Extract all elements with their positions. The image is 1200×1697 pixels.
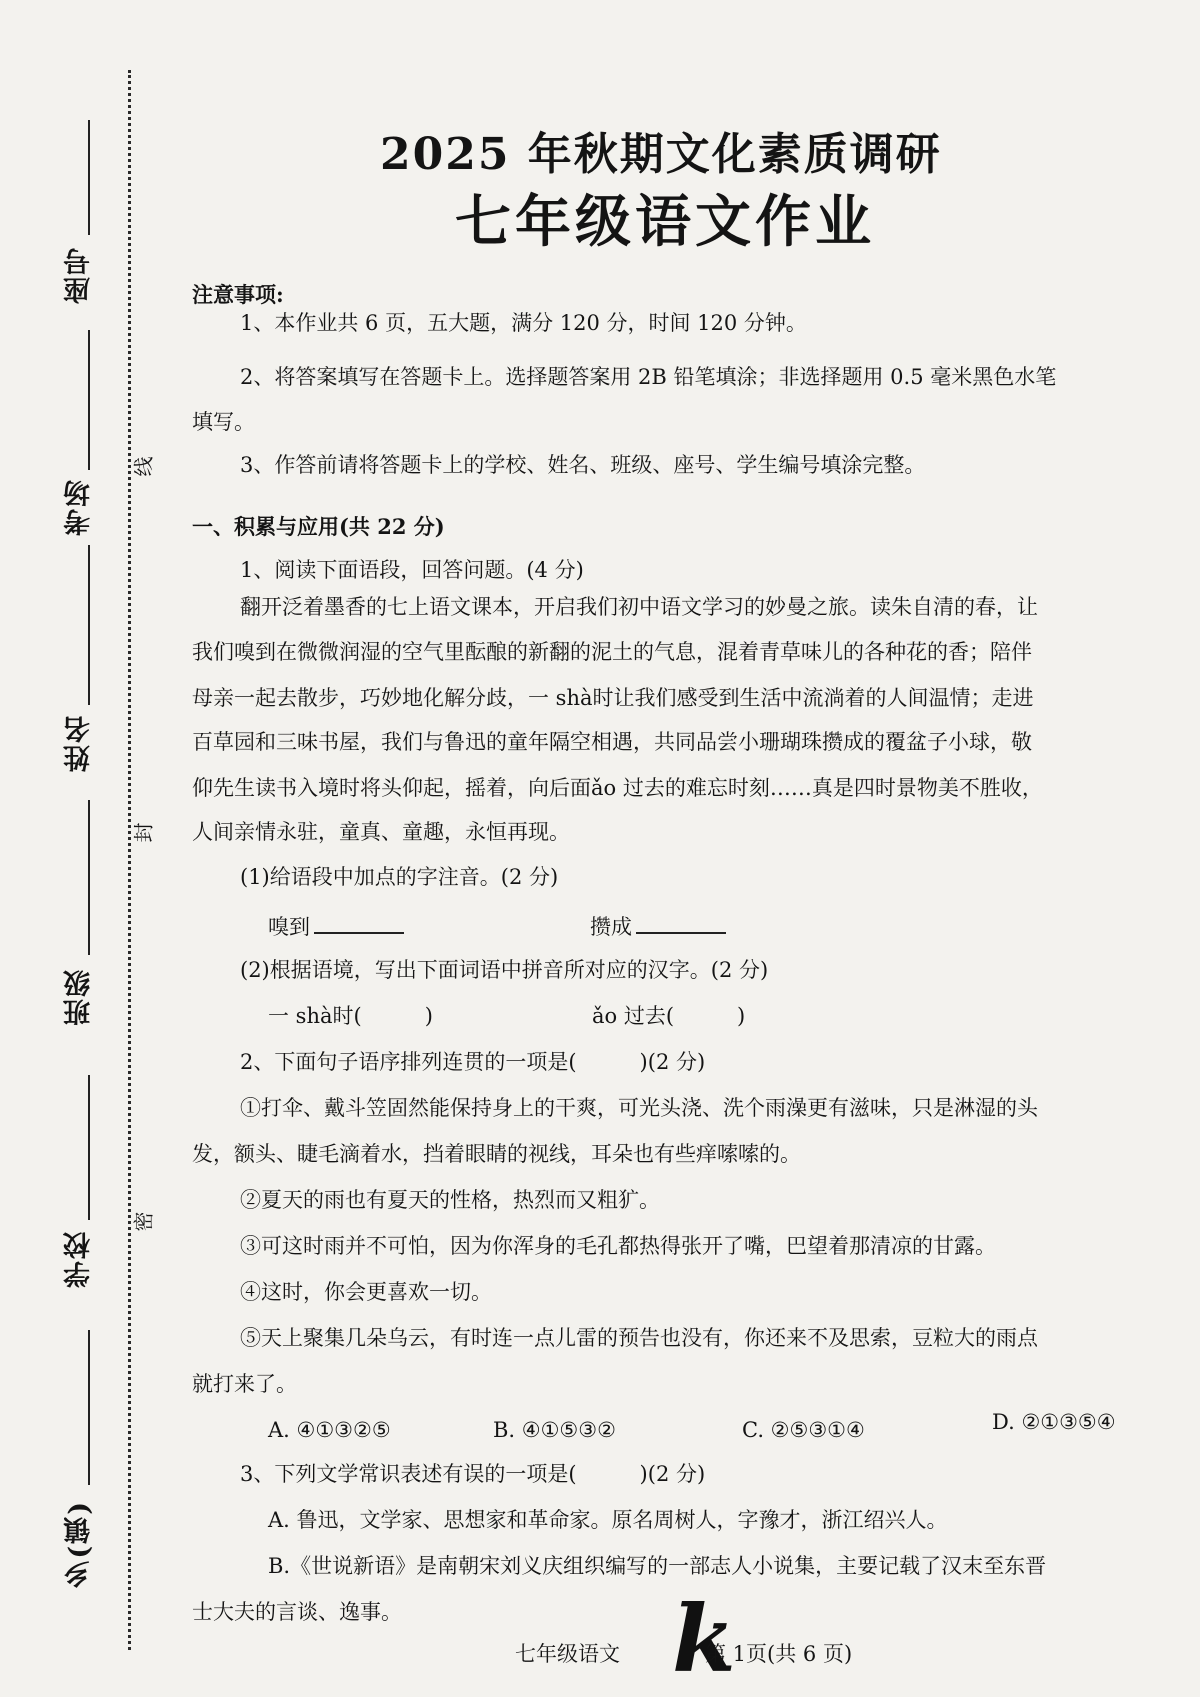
q2-sentence-5a: ⑤天上聚集几朵乌云，有时连一点儿雷的预告也没有，你还来不及思索，豆粒大的雨点 xyxy=(240,1326,1038,1350)
q2-sentence-2: ②夏天的雨也有夏天的性格，热烈而又粗犷。 xyxy=(240,1188,660,1212)
q2-option-b[interactable]: B. ④①⑤③② xyxy=(493,1418,616,1442)
seal-line-char: 线 xyxy=(131,456,156,477)
q1-sub2: (2)根据语境，写出下面词语中拼音所对应的汉字。(2 分) xyxy=(240,958,769,982)
q1-passage-line-4: 百草园和三味书屋，我们与鲁迅的童年隔空相遇，共同品尝小珊瑚珠攒成的覆盆子小球，敬 xyxy=(192,730,1032,754)
footer-page-number: 第 1页(共 6 页) xyxy=(705,1642,853,1666)
q3-option-b-line-1[interactable]: B.《世说新语》是南朝宋刘义庆组织编写的一部志人小说集，主要记载了汉末至东晋 xyxy=(268,1554,1047,1578)
q1-sub1: (1)给语段中加点的字注音。(2 分) xyxy=(240,865,559,889)
notes-item-3: 3、作答前请将答题卡上的学校、姓名、班级、座号、学生编号填涂完整。 xyxy=(240,453,926,477)
q2-sentence-1b: 发，额头、睫毛滴着水，挡着眼睛的视线，耳朵也有些痒嗦嗦的。 xyxy=(192,1142,801,1166)
q1-sub1-item-a xyxy=(268,912,404,940)
q1-passage-line-3: 母亲一起去散步，巧妙地化解分歧，一 shà时让我们感受到生活中流淌着的人间温情；走进 xyxy=(192,686,1034,710)
k-logo-watermark: k xyxy=(672,1585,736,1693)
q3-stem: 3、下列文学常识表述有误的一项是( )(2 分) xyxy=(240,1462,706,1486)
q2-option-d[interactable]: D. ②①③⑤④ xyxy=(992,1410,1116,1434)
name-label: 姓名 xyxy=(64,714,95,772)
q2-sentence-5b: 就打来了。 xyxy=(192,1372,297,1396)
notes-heading: 注意事项: xyxy=(192,282,284,307)
notes-item-1: 1、本作业共 6 页，五大题，满分 120 分，时间 120 分钟。 xyxy=(240,311,807,335)
q2-sentence-1a: ①打伞、戴斗笠固然能保持身上的干爽，可光头浇、洗个雨澡更有滋味，只是淋湿的头 xyxy=(240,1096,1038,1120)
class-label: 班级 xyxy=(64,968,95,1026)
seal-secret-char: 密 xyxy=(131,1211,156,1232)
exam-title: 2025 年秋期文化素质调研 xyxy=(380,129,942,180)
q2-option-a[interactable]: A. ④①③②⑤ xyxy=(268,1418,391,1442)
binding-dotted-line xyxy=(128,70,131,1650)
q1-stem: 1、阅读下面语段，回答问题。(4 分) xyxy=(240,558,584,582)
q1-passage-line-5: 仰先生读书入境时将头仰起，摇着，向后面ǎo 过去的难忘时刻……真是四时景物美不胜收， xyxy=(192,776,1043,800)
school-line xyxy=(88,1075,90,1220)
q2-stem: 2、下面句子语序排列连贯的一项是( )(2 分) xyxy=(240,1050,706,1074)
town-line xyxy=(88,1330,90,1485)
q1-passage-line-2: 我们嗅到在微微润湿的空气里酝酿的新翻的泥土的气息，混着青草味儿的各种花的香；陪伴 xyxy=(192,640,1032,664)
q2-sentence-3: ③可这时雨并不可怕，因为你浑身的毛孔都热得张开了嘴，巴望着那清凉的甘露。 xyxy=(240,1234,996,1258)
subject-title: 七年级语文作业 xyxy=(455,189,875,255)
exam-room-label: 考场 xyxy=(64,478,95,536)
school-label: 学校 xyxy=(64,1230,95,1288)
exam-room-line xyxy=(88,330,90,470)
q1-sub1-word-b: 攒成 xyxy=(590,915,632,939)
q3-option-a[interactable]: A. 鲁迅，文学家、思想家和革命家。原名周树人，字豫才，浙江绍兴人。 xyxy=(268,1508,948,1532)
notes-item-2a: 2、将答案填写在答题卡上。选择题答案用 2B 铅笔填涂；非选择题用 0.5 毫米黑色水笔 xyxy=(240,365,1057,389)
q1-sub1-item-b xyxy=(590,912,726,940)
town-label: 乡(镇) xyxy=(64,1500,95,1588)
class-line xyxy=(88,800,90,955)
q2-sentence-4: ④这时，你会更喜欢一切。 xyxy=(240,1280,492,1304)
q1-sub1-word-a: 嗅到 xyxy=(268,915,310,939)
binding-margin xyxy=(0,0,156,1697)
q1-sub2-item-b[interactable]: ǎo 过去( ) xyxy=(592,1004,746,1028)
q1-sub1-blank-b[interactable] xyxy=(636,912,726,934)
seal-seal-char: 封 xyxy=(131,822,156,843)
q1-sub2-item-a[interactable]: 一 shà时( ) xyxy=(268,1004,433,1028)
seat-label: 座号 xyxy=(64,246,95,304)
footer-subject: 七年级语文 xyxy=(515,1642,620,1666)
section-1-heading: 一、积累与应用(共 22 分) xyxy=(192,514,445,539)
seat-line xyxy=(88,120,90,235)
q1-passage-line-6: 人间亲情永驻，童真、童趣，永恒再现。 xyxy=(192,820,570,844)
name-line xyxy=(88,545,90,705)
q1-sub1-blank-a[interactable] xyxy=(314,912,404,934)
q1-passage-line-1: 翻开泛着墨香的七上语文课本，开启我们初中语文学习的妙曼之旅。读朱自清的春，让 xyxy=(240,595,1038,619)
q2-option-c[interactable]: C. ②⑤③①④ xyxy=(742,1418,865,1442)
q3-option-b-line-2: 士大夫的言谈、逸事。 xyxy=(192,1600,402,1624)
notes-item-2b: 填写。 xyxy=(192,410,255,434)
